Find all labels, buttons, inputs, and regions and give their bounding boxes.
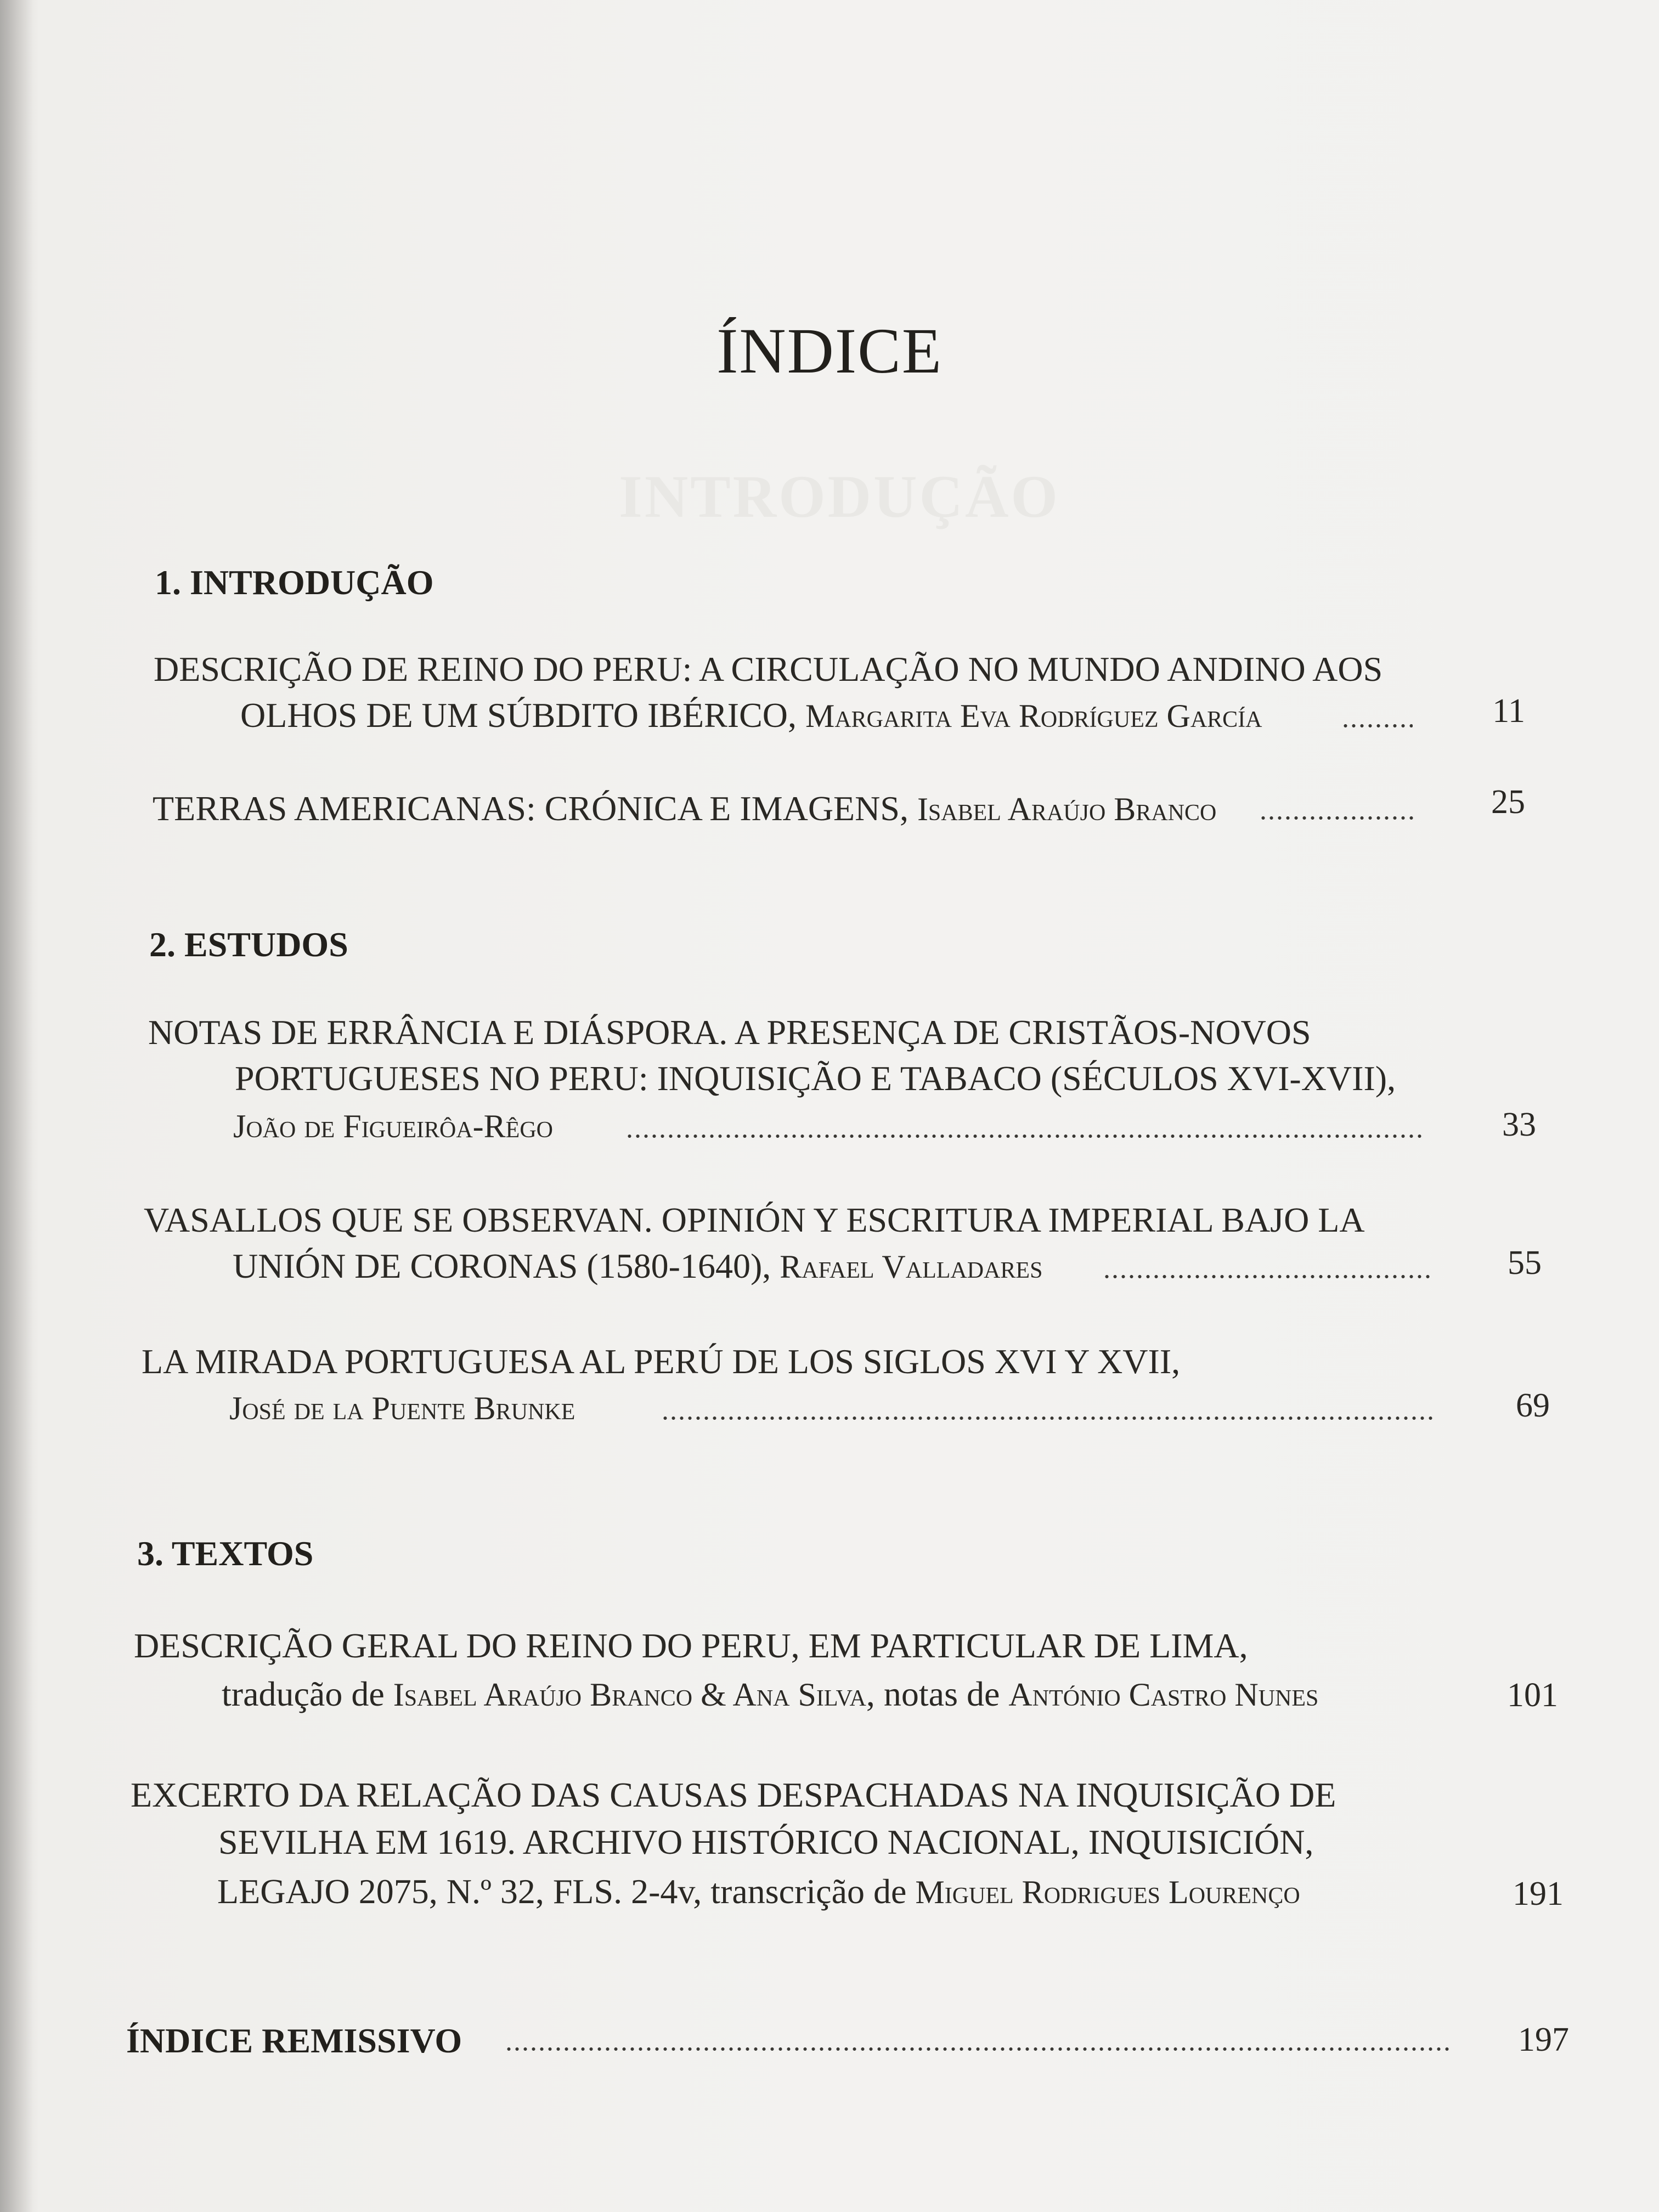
entry-credit-line: LEGAJO 2075, N.º 32, FLS. 2-4v, transcrição de Miguel Rodrigues Lourenço [217, 1872, 1300, 1911]
entry-author: Isabel Araújo Branco & Ana Silva [393, 1677, 866, 1713]
entry-title-line: NOTAS DE ERRÂNCIA E DIÁSPORA. A PRESENÇA DE CRISTÃOS-NOVOS [148, 1013, 1311, 1052]
entry-title-line: UNIÓN DE CORONAS (1580-1640), Rafael Valladares [233, 1246, 1043, 1285]
dot-leader [661, 1415, 1435, 1421]
page-number: 25 [1491, 783, 1525, 821]
dot-leader [625, 1133, 1424, 1139]
dot-leader [1259, 815, 1415, 821]
entry-title-line: OLHOS DE UM SÚBDITO IBÉRICO, Margarita Eva Rodríguez García [240, 696, 1262, 735]
entry-author: Rafael Valladares [780, 1249, 1043, 1285]
entry-title-line: SEVILHA EM 1619. ARCHIVO HISTÓRICO NACIONAL, INQUISICIÓN, [218, 1822, 1314, 1861]
entry-title-line: TERRAS AMERICANAS: CRÓNICA E IMAGENS, Isabel Araújo Branco [153, 789, 1217, 828]
entry-title-line: DESCRIÇÃO DE REINO DO PERU: A CIRCULAÇÃO NO MUNDO ANDINO AOS [154, 650, 1383, 689]
entry-title-line: VASALLOS QUE SE OBSERVAN. OPINIÓN Y ESCRITURA IMPERIAL BAJO LA [144, 1200, 1365, 1239]
section-heading-textos: 3. TEXTOS [137, 1534, 314, 1573]
page-number: 11 [1492, 692, 1525, 730]
entry-author: José de la Puente Brunke [229, 1390, 575, 1426]
entry-title-line: LA MIRADA PORTUGUESA AL PERÚ DE LOS SIGLOS XVI Y XVII, [142, 1342, 1181, 1381]
section-heading-estudos: 2. ESTUDOS [149, 925, 348, 964]
entry-author: Miguel Rodrigues Lourenço [915, 1874, 1300, 1910]
entry-author-line [229, 1385, 575, 1431]
entry-author: António Castro Nunes [1008, 1677, 1319, 1713]
dot-leader [1341, 723, 1413, 729]
entry-author: Margarita Eva Rodríguez García [805, 698, 1262, 734]
page-number: 101 [1507, 1677, 1558, 1714]
entry-author: Isabel Araújo Branco [917, 791, 1217, 827]
entry-title-line: EXCERTO DA RELAÇÃO DAS CAUSAS DESPACHADAS NA INQUISIÇÃO DE [131, 1775, 1336, 1814]
entry-title-line: PORTUGUESES NO PERU: INQUISIÇÃO E TABACO (SÉCULOS XVI-XVII), [235, 1059, 1396, 1098]
dot-leader [505, 2046, 1451, 2052]
page-number: 69 [1516, 1387, 1550, 1424]
bleed-through-text: INTRODUÇÃO [619, 463, 1060, 530]
entry-title-line: DESCRIÇÃO GERAL DO REINO DO PERU, EM PARTICULAR DE LIMA, [134, 1626, 1248, 1665]
dot-leader [1103, 1274, 1432, 1279]
index-remissivo-label: ÍNDICE REMISSIVO [126, 2021, 462, 2060]
entry-author: João de Figueirôa-Rêgo [233, 1108, 553, 1144]
page-number: 197 [1518, 2021, 1569, 2058]
page-number: 191 [1513, 1875, 1564, 1912]
section-heading-introducao: 1. INTRODUÇÃO [155, 563, 434, 602]
page-number: 55 [1508, 1244, 1542, 1282]
entry-credit-line: tradução de Isabel Araújo Branco & Ana Silva, notas de António Castro Nunes [222, 1674, 1319, 1713]
entry-author-line [233, 1103, 553, 1149]
page-number: 33 [1502, 1106, 1536, 1143]
page-title: ÍNDICE [716, 315, 943, 387]
